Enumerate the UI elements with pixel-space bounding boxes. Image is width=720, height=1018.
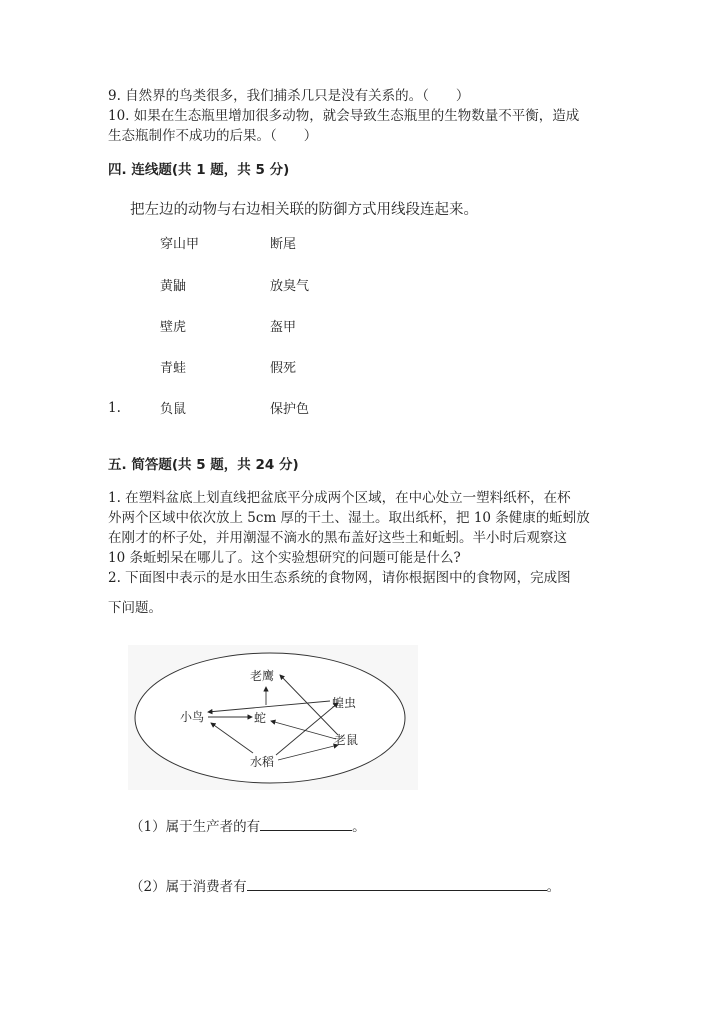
left-item: 青蛙 xyxy=(160,361,187,376)
question-2-line2: 下问题。 xyxy=(108,600,162,616)
sub-question-2-suffix: 。 xyxy=(546,879,561,895)
right-item: 盔甲 xyxy=(270,320,297,335)
sub-question-1-suffix: 。 xyxy=(352,819,366,835)
node-snake: 蛇 xyxy=(254,711,267,725)
question-1-line: 外两个区域中依次放上 5cm 厚的干土、湿土。取出纸杯，把 10 条健康的蚯蚓放 xyxy=(108,510,590,526)
question-number: 1. xyxy=(108,400,121,416)
right-item: 断尾 xyxy=(270,237,297,252)
question-1-line: 1. 在塑料盆底上划直线把盆底平分成两个区域，在中心处立一塑料纸杯，在杯 xyxy=(108,490,571,506)
answer-blank-producers[interactable] xyxy=(260,816,352,831)
node-rice: 水稻 xyxy=(250,755,275,769)
sub-question-2 xyxy=(130,876,560,897)
right-item: 放臭气 xyxy=(270,279,310,294)
question-9: 9. 自然界的鸟类很多，我们捕杀几只是没有关系的。（ ） xyxy=(108,88,470,104)
food-web-diagram xyxy=(128,645,418,790)
sub-question-1-prefix: （1）属于生产者的有 xyxy=(130,819,261,835)
sub-question-1 xyxy=(130,816,366,837)
question-10-line2: 生态瓶制作不成功的后果。（ ） xyxy=(108,128,318,144)
right-item: 假死 xyxy=(270,361,297,376)
left-item: 穿山甲 xyxy=(160,237,200,252)
question-10-line1: 10. 如果在生态瓶里增加很多动物，就会导致生态瓶里的生物数量不平衡，造成 xyxy=(108,108,580,124)
left-item: 黄鼬 xyxy=(160,279,187,294)
sub-question-2-prefix: （2）属于消费者有 xyxy=(130,879,247,895)
question-1-line: 在刚才的杯子处，并用潮湿不滴水的黑布盖好这些土和蚯蚓。半小时后观察这 xyxy=(108,530,567,546)
matching-instruction: 把左边的动物与右边相关联的防御方式用线段连起来。 xyxy=(130,202,478,218)
left-item: 壁虎 xyxy=(160,320,187,335)
section-5-title: 五. 简答题(共 5 题，共 24 分) xyxy=(108,457,299,473)
right-item: 保护色 xyxy=(270,402,310,417)
left-item: 负鼠 xyxy=(160,402,187,417)
node-eagle: 老鹰 xyxy=(250,669,275,683)
answer-blank-consumers[interactable] xyxy=(247,876,547,891)
node-locust: 蝗虫 xyxy=(332,696,357,710)
node-mouse: 老鼠 xyxy=(334,733,359,747)
question-2-line1: 2. 下面图中表示的是水田生态系统的食物网，请你根据图中的食物网，完成图 xyxy=(108,570,571,586)
node-bird: 小鸟 xyxy=(180,710,205,724)
section-4-title: 四. 连线题(共 1 题，共 5 分) xyxy=(108,162,290,178)
question-1-line: 10 条蚯蚓呆在哪儿了。这个实验想研究的问题可能是什么? xyxy=(108,550,461,566)
